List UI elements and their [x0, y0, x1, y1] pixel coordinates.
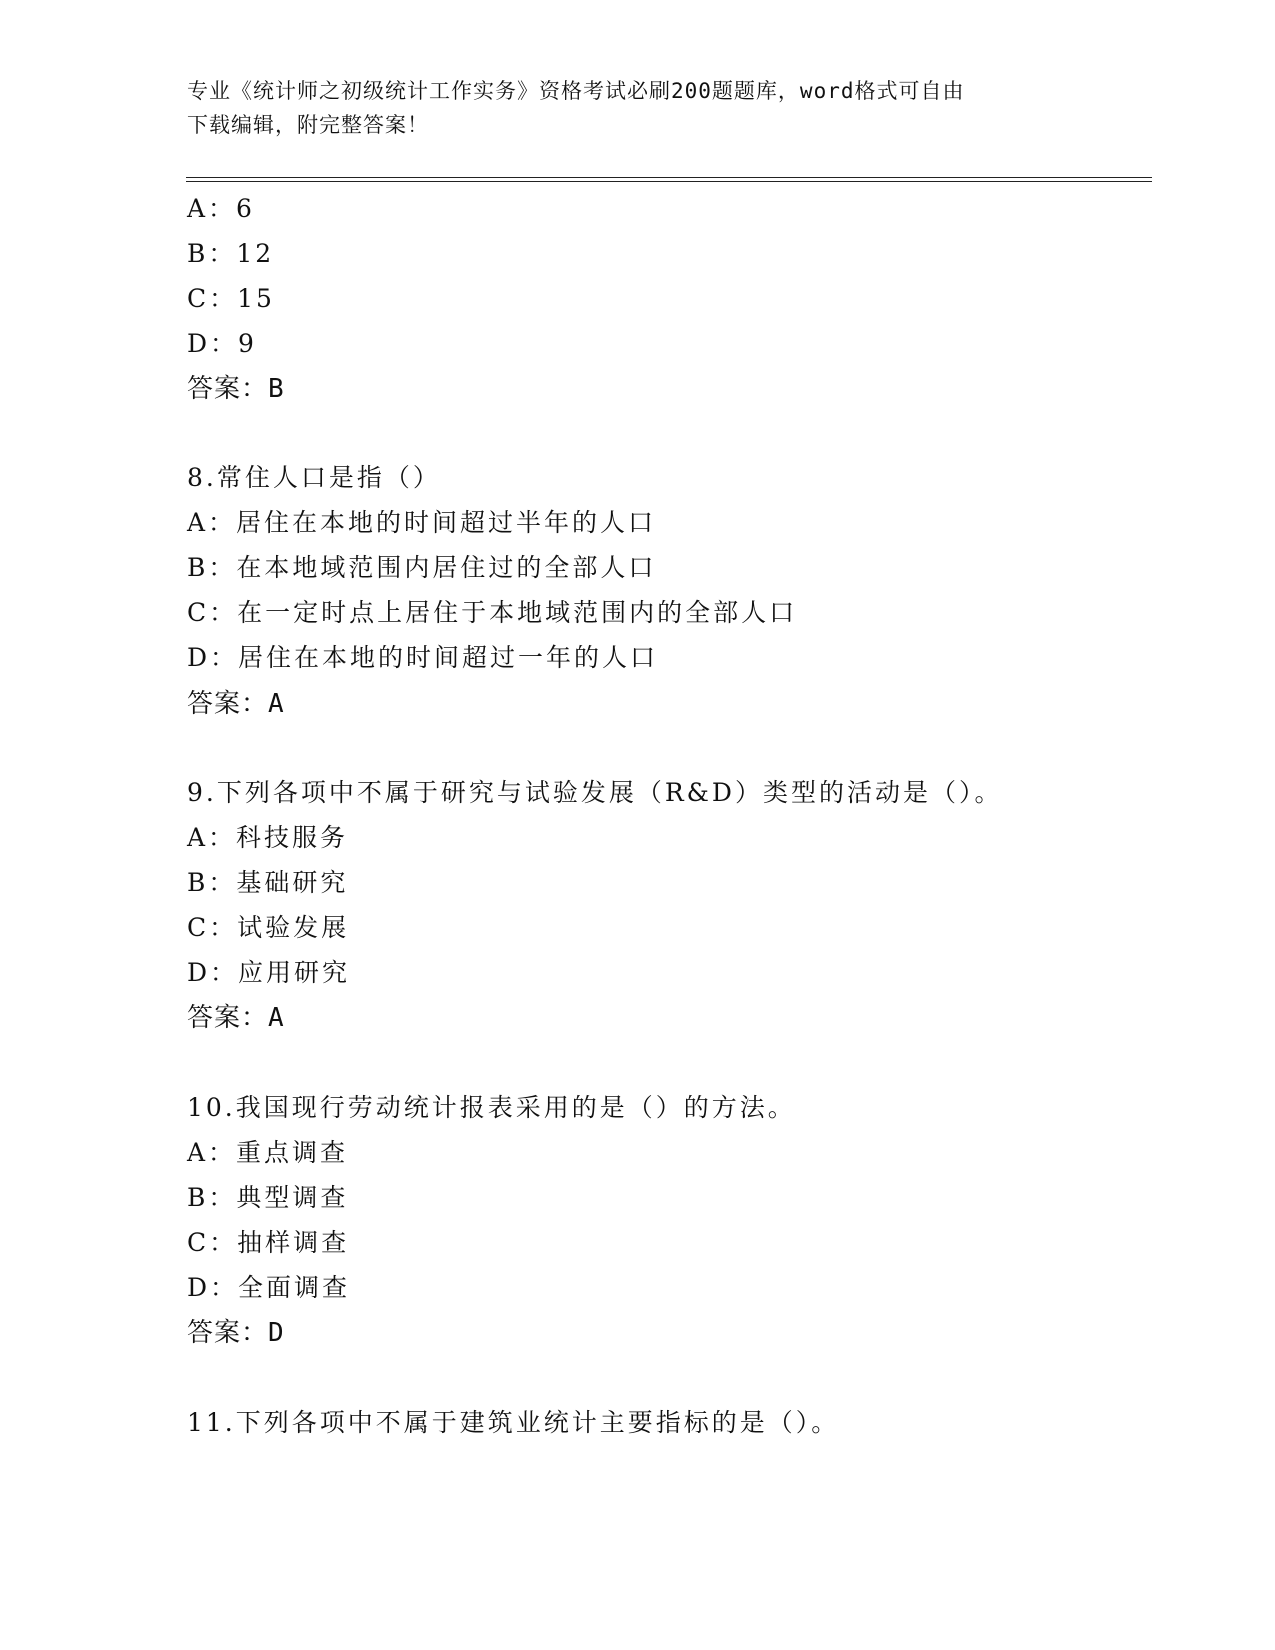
q7-option-a: A：6 — [187, 194, 255, 223]
q10-question: 10.我国现行劳动统计报表采用的是（）的方法。 — [187, 1093, 796, 1122]
q7-option-d: D：9 — [187, 329, 257, 358]
header-line-1: 专业《统计师之初级统计工作实务》资格考试必刷200题题库，word格式可自由 — [187, 79, 965, 103]
q8-option-b: B：在本地域范围内居住过的全部人口 — [187, 553, 657, 582]
q11-question: 11.下列各项中不属于建筑业统计主要指标的是（）。 — [187, 1408, 840, 1437]
q7-option-b: B：12 — [187, 239, 275, 268]
q8-answer: 答案：A — [187, 689, 285, 719]
q10-option-d: D：全面调查 — [187, 1273, 351, 1302]
q8-option-c: C：在一定时点上居住于本地域范围内的全部人口 — [187, 598, 798, 627]
q10-option-b: B：典型调查 — [187, 1183, 349, 1212]
q9-option-d: D：应用研究 — [187, 958, 351, 987]
q9-answer: 答案：A — [187, 1003, 285, 1033]
q10-option-a: A：重点调查 — [187, 1138, 349, 1167]
header-rule-top — [186, 177, 1152, 178]
q9-option-c: C：试验发展 — [187, 913, 350, 942]
q7-option-c: C：15 — [187, 284, 275, 313]
q8-option-d: D：居住在本地的时间超过一年的人口 — [187, 643, 659, 672]
q8-question: 8.常住人口是指（） — [187, 463, 441, 492]
q9-option-b: B：基础研究 — [187, 868, 349, 897]
header-line-2: 下载编辑，附完整答案！ — [187, 113, 429, 137]
q7-answer: 答案：B — [187, 374, 285, 404]
q9-question: 9.下列各项中不属于研究与试验发展（R&D）类型的活动是（）。 — [187, 778, 1003, 807]
header-rule-bottom — [186, 181, 1152, 182]
q8-option-a: A：居住在本地的时间超过半年的人口 — [187, 508, 657, 537]
document-header — [187, 74, 1087, 142]
q10-answer: 答案：D — [187, 1318, 285, 1348]
q10-option-c: C：抽样调查 — [187, 1228, 350, 1257]
q9-option-a: A：科技服务 — [187, 823, 349, 852]
